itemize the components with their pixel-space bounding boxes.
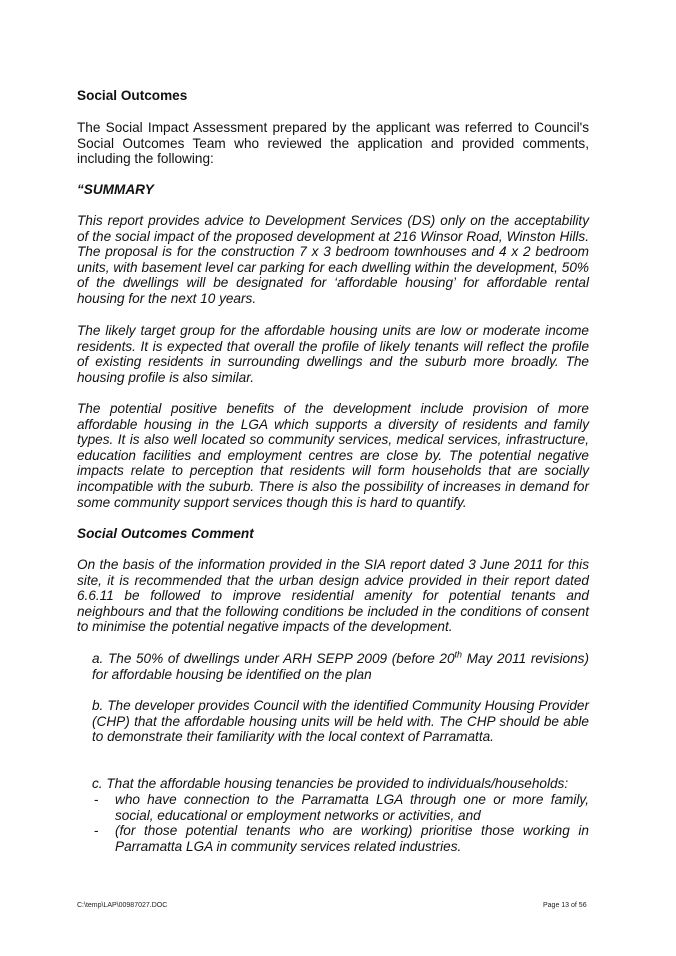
comment-heading: Social Outcomes Comment [77, 526, 254, 541]
intro-paragraph: The Social Impact Assessment prepared by the applicant was referred to Council's Social Outcomes Team who reviewed the application and provided comments, including the following: [77, 120, 589, 167]
summary-paragraph-2: The likely target group for the affordable housing units are low or moderate income residents. It is expected that overall the profile of likely tenants will reflect the profile of existing residents in surrounding dwellings and the suburb more broadly. The housing profile is also similar. [77, 323, 589, 385]
comment-paragraph: On the basis of the information provided in the SIA report dated 3 June 2011 for this site, it is recommended that the urban design advice provided in their report dated 6.6.11 be followed to improve residential amenity for potential tenants and neighbours and that the following conditions be included in the conditions of consent to minimise the potential negative impacts of the development. [77, 557, 589, 635]
condition-a-text: a. The 50% of dwellings under ARH SEPP 2009 (before 20 [92, 651, 455, 666]
bullet-text-1: who have connection to the Parramatta LGA through one or more family, social, educational or employment networks or activities, and [115, 792, 589, 823]
list-item [94, 823, 589, 854]
footer-page-number: Page 13 of 56 [543, 902, 587, 909]
summary-heading: “SUMMARY [77, 182, 154, 197]
footer-file-path: C:\temp\LAP\00987027.DOC [77, 902, 168, 909]
list-item [94, 792, 589, 823]
bullet-text-2: (for those potential tenants who are working) prioritise those working in Parramatta LGA in community services related industries. [115, 823, 589, 854]
bullet-dash: - [94, 823, 99, 838]
condition-a-superscript: th [454, 649, 463, 660]
condition-a-text-rest: May 2011 revisions) for affordable housing be identified on the plan [92, 651, 589, 682]
condition-c: c. That the affordable housing tenancies be provided to individuals/households: [92, 776, 569, 791]
condition-b: b. The developer provides Council with the identified Community Housing Provider (CHP) that the affordable housing units will be held with. The CHP should be able to demonstrate their familiarity with the local context of Parramatta. [92, 698, 589, 745]
bullet-dash: - [94, 792, 99, 807]
condition-a [92, 651, 589, 682]
summary-paragraph-1: This report provides advice to Development Services (DS) only on the acceptability of the social impact of the proposed development at 216 Winsor Road, Winston Hills. The proposal is for the construction 7 x 3 bedroom townhouses and 4 x 2 bedroom units, with basement level car parking for each dwelling within the development, 50% of the dwellings will be designated for ‘affordable housing’ for affordable rental housing for the next 10 years. [77, 213, 589, 306]
summary-paragraph-3: The potential positive benefits of the development include provision of more affordable housing in the LGA which supports a diversity of residents and family types. It is also well located so community services, medical services, infrastructure, education facilities and employment centres are close by. The potential negative impacts relate to perception that residents will form households that are socially incompatible with the suburb. There is also the possibility of increases in demand for some community support services though this is hard to quantify. [77, 401, 589, 510]
section-heading: Social Outcomes [77, 88, 188, 103]
